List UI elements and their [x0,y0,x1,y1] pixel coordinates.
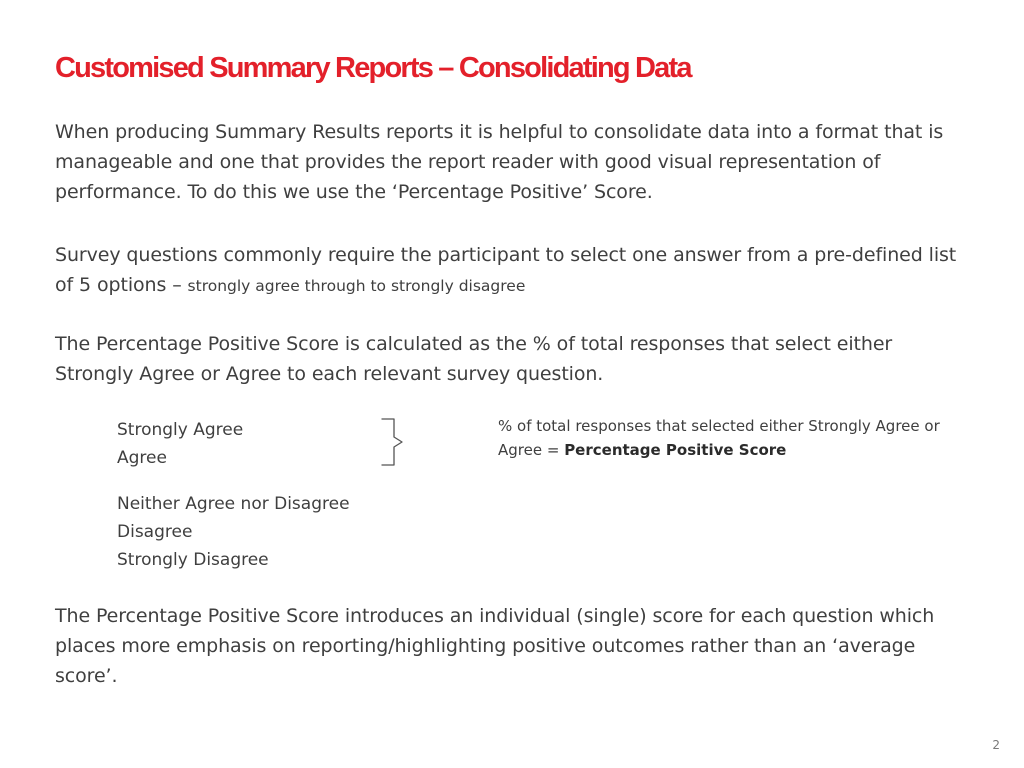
note-text: % of total responses that selected either Strongly Agree or Agree = [498,417,940,459]
conclusion-paragraph: The Percentage Positive Score introduces an individual (single) score for each question which places more emphasis on reporting/highlighting positive outcomes rather than an ‘average score’. [55,605,935,687]
option-strongly-agree: Strongly Agree [117,420,244,440]
right-brace-icon [380,417,410,467]
survey-options-main-text: Survey questions commonly require the participant to select one answer from a pre-defined list of 5 options – [55,244,957,296]
other-options-list [117,490,350,574]
option-agree: Agree [117,448,167,468]
option-disagree: Disagree [117,522,193,542]
survey-options-range-text: strongly agree through to strongly disagree [187,277,526,295]
intro-paragraph: When producing Summary Results reports it is helpful to consolidate data into a format that is manageable and one that provides the report reader with good visual representation of performance. To do this we use the ‘Percentage Positive’ Score. [55,121,944,203]
option-strongly-disagree: Strongly Disagree [117,550,269,570]
positive-options-list [117,416,243,472]
option-neither: Neither Agree nor Disagree [117,494,350,514]
calculation-paragraph: The Percentage Positive Score is calculated as the % of total responses that select either Strongly Agree or Agree to each relevant survey question. [55,333,893,385]
page-number: 2 [992,738,1000,752]
survey-options-paragraph [55,240,975,301]
slide-title: Customised Summary Reports – Consolidating Data [55,52,691,84]
note-bold-term: Percentage Positive Score [564,441,787,459]
percentage-positive-note [498,414,968,462]
